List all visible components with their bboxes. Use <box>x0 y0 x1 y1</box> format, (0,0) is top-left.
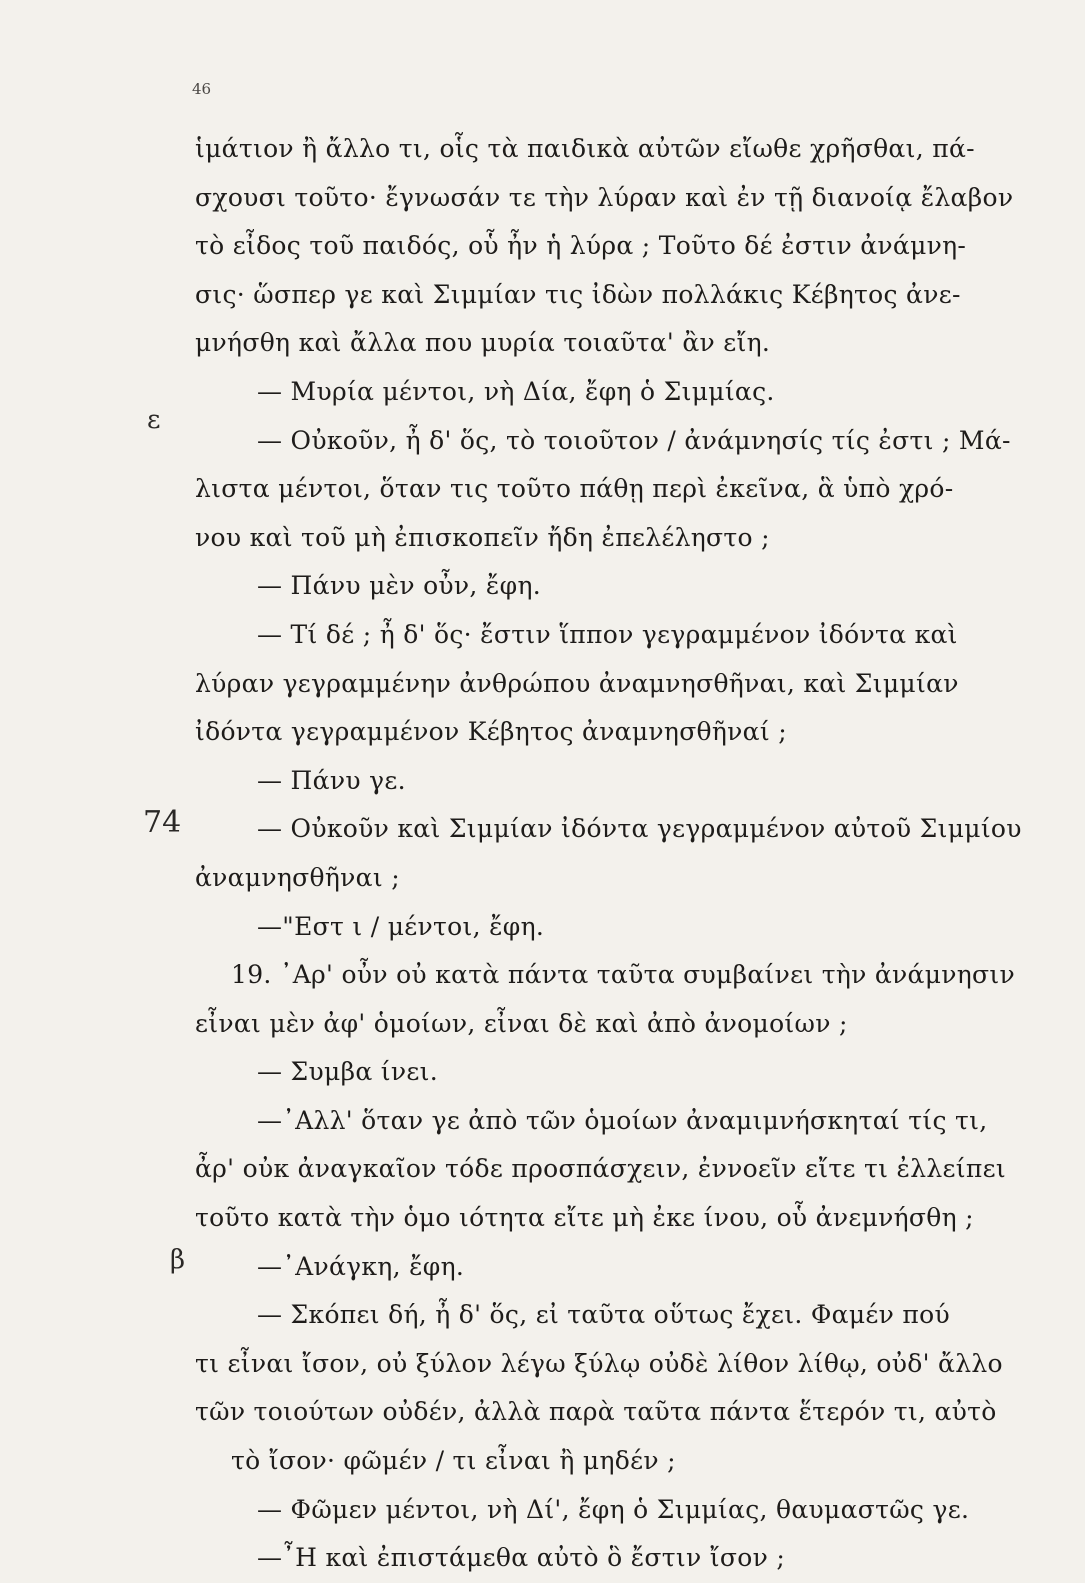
text-line: 19. ᾽Αρ' οὖν οὐ κατὰ πάντα ταῦτα συμβαίνει τὴν ἀνάμνησιν <box>231 960 1016 990</box>
text-line: — Πάνυ μὲν οὖν, ἔφη. <box>257 571 541 601</box>
text-line: — Σκόπει δή, ἦ δ' ὅς, εἰ ταῦτα οὕτως ἔχει. Φαμέν πού <box>257 1300 950 1330</box>
text-line: τὸ ἴσον· φῶμέν / τι εἶναι ἢ μηδέν ; <box>231 1446 676 1476</box>
text-line: εἶναι μὲν ἀφ' ὁμοίων, εἶναι δὲ καὶ ἀπὸ ἀνομοίων ; <box>195 1008 848 1038</box>
page-number: 46 <box>192 80 212 98</box>
text-line: — Πάνυ γε. <box>257 765 406 795</box>
text-line: —"Εστ ι / μέντοι, ἔφη. <box>257 911 545 941</box>
text-line: — Τί δέ ; ἦ δ' ὅς· ἔστιν ἵππον γεγραμμένον ἰδόντα καὶ <box>257 619 958 649</box>
text-line: ἆρ' οὐκ ἀναγκαῖον τόδε προσπάσχειν, ἐννοεῖν εἴτε τι ἐλλείπει <box>195 1154 1006 1184</box>
text-line: — Συμβα ίνει. <box>257 1057 438 1087</box>
text-line: ἀναμνησθῆναι ; <box>195 862 400 892</box>
margin-letter-epsilon: ε <box>147 405 161 435</box>
text-line: ἰδόντα γεγραμμένον Κέβητος ἀναμνησθῆναί ; <box>195 717 787 747</box>
text-line: — Οὐκοῦν, ἦ δ' ὅς, τὸ τοιοῦτον / ἀνάμνησίς τίς ἐστι ; Μά- <box>257 425 1011 455</box>
text-line: νου καὶ τοῦ μὴ ἐπισκοπεῖν ἤδη ἐπελέληστο ; <box>195 522 770 552</box>
text-line: τι εἶναι ἴσον, οὐ ξύλον λέγω ξύλῳ οὐδὲ λίθον λίθῳ, οὐδ' ἄλλο <box>195 1348 1003 1378</box>
text-line: ἱμάτιον ἢ ἄλλο τι, οἷς τὰ παιδικὰ αὐτῶν εἴωθε χρῆσθαι, πά- <box>195 134 975 163</box>
text-line: —῏Η καὶ ἐπιστάμεθα αὐτὸ ὃ ἔστιν ἴσον ; <box>257 1543 786 1573</box>
text-line: λιστα μέντοι, ὅταν τις τοῦτο πάθῃ περὶ ἐκεῖνα, ἃ ὑπὸ χρό- <box>195 474 954 504</box>
text-line: — Φῶμεν μέντοι, νὴ Δί', ἔφη ὁ Σιμμίας, θαυμαστῶς γε. <box>257 1494 970 1524</box>
text-line: τοῦτο κατὰ τὴν ὁμο ιότητα εἴτε μὴ ἐκε ίνου, οὗ ἀνεμνήσθη ; <box>195 1203 974 1233</box>
text-line: μνήσθη καὶ ἄλλα που μυρία τοιαῦτα' ἂν εἴη. <box>195 328 771 358</box>
margin-letter-beta: β <box>170 1245 186 1275</box>
text-line: —᾽Αλλ' ὅταν γε ἀπὸ τῶν ὁμοίων ἀναμιμνήσκηταί τίς τι, <box>257 1105 988 1135</box>
text-line: τῶν τοιούτων οὐδέν, ἀλλὰ παρὰ ταῦτα πάντα ἕτερόν τι, αὐτὸ <box>195 1397 997 1427</box>
greek-text-block <box>195 125 1065 1583</box>
text-line: σχουσι τοῦτο· ἔγνωσάν τε τὴν λύραν καὶ ἐν τῇ διανοίᾳ ἔλαβον <box>195 182 1014 212</box>
text-line: — Οὐκοῦν καὶ Σιμμίαν ἰδόντα γεγραμμένον αὐτοῦ Σιμμίου <box>257 814 1022 844</box>
text-line: — Μυρία μέντοι, νὴ Δία, ἔφη ὁ Σιμμίας. <box>257 376 775 406</box>
text-line: τὸ εἶδος τοῦ παιδός, οὗ ἦν ἡ λύρα ; Τοῦτο δέ ἐστιν ἀνάμνη- <box>195 231 967 261</box>
margin-stephanus-number: 74 <box>143 805 182 840</box>
text-line: σις· ὥσπερ γε καὶ Σιμμίαν τις ἰδὼν πολλάκις Κέβητος ἀνε- <box>195 279 961 309</box>
text-line: —᾽Ανάγκη, ἔφη. <box>257 1251 465 1281</box>
text-line: λύραν γεγραμμένην ἀνθρώπου ἀναμνησθῆναι, καὶ Σιμμίαν <box>195 668 959 698</box>
